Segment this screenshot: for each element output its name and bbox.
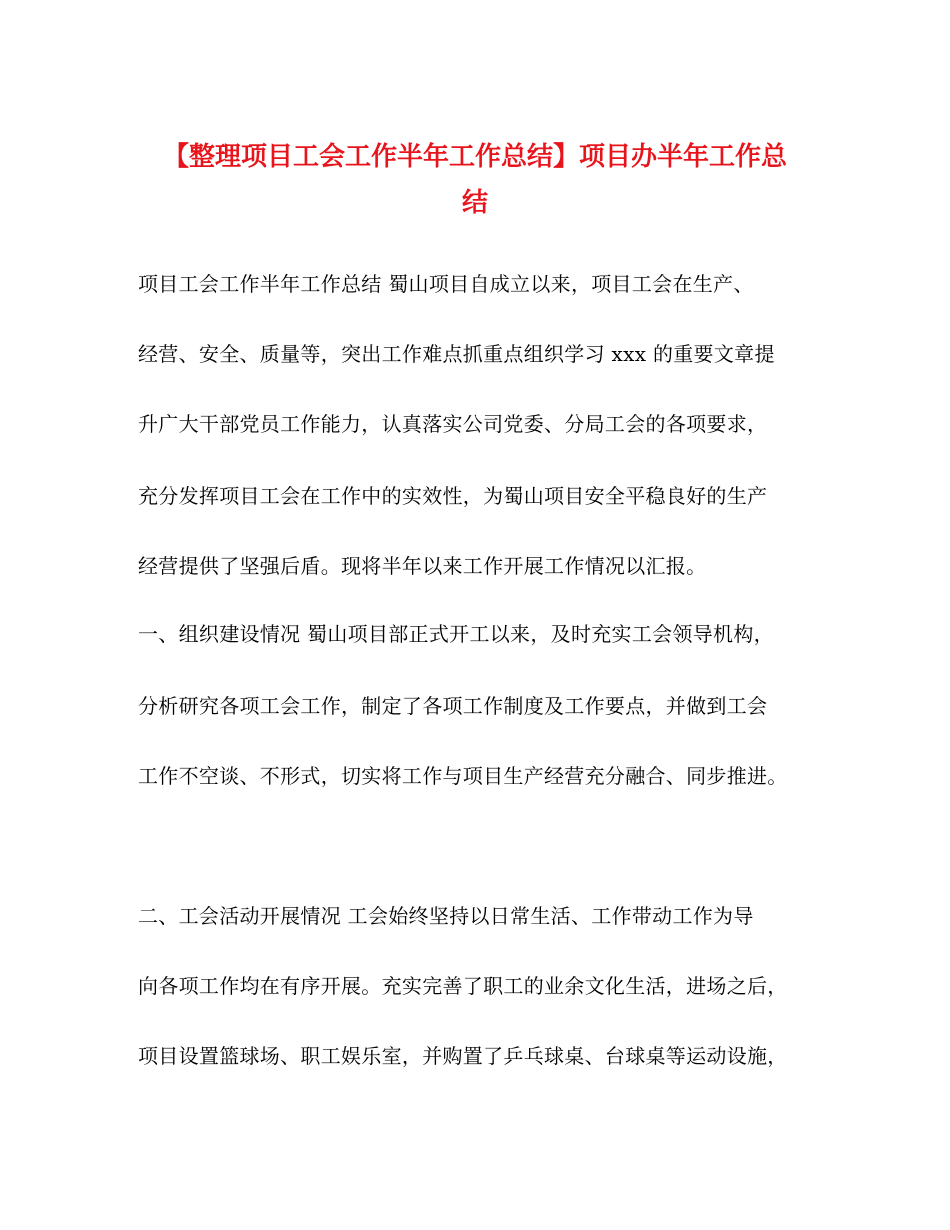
body-line-1: 项目工会工作半年工作总结 蜀山项目自成立以来，项目工会在生产、 (138, 272, 754, 296)
body-line-8: 工作不空谈、不形式，切实将工作与项目生产经营充分融合、同步推进。 (138, 764, 788, 788)
body-line-10: 向各项工作均在有序开展。充实完善了职工的业余文化生活，进场之后， (138, 974, 788, 998)
body-line-5: 经营提供了坚强后盾。现将半年以来工作开展工作情况以汇报。 (138, 554, 707, 578)
section-1-heading-line: 一、组织建设情况 蜀山项目部正式开工以来，及时充实工会领导机构， (138, 622, 774, 646)
body-line-11: 项目设置篮球场、职工娱乐室，并购置了乒乓球桌、台球桌等运动设施， (138, 1044, 788, 1068)
document-title-line-1: 【整理项目工会工作半年工作总结】项目办半年工作总 (162, 142, 787, 172)
body-line-3: 升广大干部党员工作能力，认真落实公司党委、分局工会的各项要求， (138, 412, 768, 436)
body-line-7: 分析研究各项工会工作，制定了各项工作制度及工作要点，并做到工会 (138, 694, 768, 718)
body-line-4: 充分发挥项目工会在工作中的实效性，为蜀山项目安全平稳良好的生产 (138, 484, 768, 508)
document-title-line-2: 结 (461, 188, 488, 218)
section-2-heading-line: 二、工会活动开展情况 工会始终坚持以日常生活、工作带动工作为导 (138, 904, 754, 928)
body-line-2: 经营、安全、质量等，突出工作难点抓重点组织学习 xxx 的重要文章提 (138, 342, 775, 366)
